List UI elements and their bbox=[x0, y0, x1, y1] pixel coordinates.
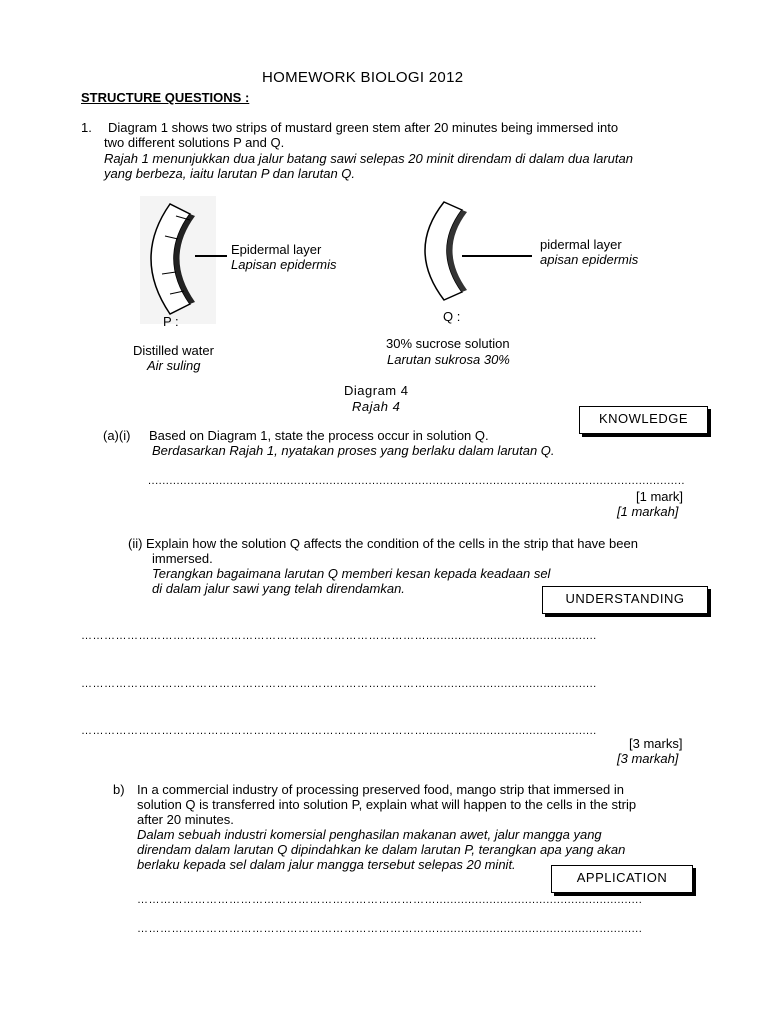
strip-q-layer-label: pidermal layer bbox=[540, 237, 622, 252]
strip-q-figure bbox=[418, 198, 478, 308]
diagram-caption-malay: Rajah 4 bbox=[352, 399, 401, 414]
question-b-text-line3: after 20 minutes. bbox=[137, 812, 234, 827]
question-a-i-number: (a)(i) bbox=[103, 428, 131, 443]
question-b-number: b) bbox=[113, 782, 125, 797]
skill-badge-application: APPLICATION bbox=[551, 865, 693, 893]
strip-q-solution: 30% sucrose solution bbox=[386, 336, 510, 351]
strip-q-layer-label-malay: apisan epidermis bbox=[540, 252, 639, 267]
question-a-ii-text-line1: (ii) Explain how the solution Q affects the condition of the cells in the strip that have been bbox=[128, 536, 638, 551]
answer-line-a-i[interactable]: ....................................................................................................................................................... bbox=[148, 475, 685, 487]
answer-line-a-ii-3[interactable]: ………………………………………………………………………………................................................ bbox=[81, 725, 597, 737]
strip-p-pointer-line bbox=[195, 255, 227, 257]
answer-line-b-2[interactable]: …………………………………………………………………….......................................................... bbox=[137, 923, 643, 935]
strip-p-label: P : bbox=[163, 314, 179, 329]
marks-a-i-malay: [1 markah] bbox=[617, 504, 679, 519]
section-heading: STRUCTURE QUESTIONS : bbox=[81, 90, 250, 105]
question-1-text-line1: Diagram 1 shows two strips of mustard green stem after 20 minutes being immersed into bbox=[108, 120, 619, 135]
answer-line-a-ii-1[interactable]: ………………………………………………………………………………................................................ bbox=[81, 630, 597, 642]
skill-badge-understanding: UNDERSTANDING bbox=[542, 586, 708, 614]
strip-p-layer-label-malay: Lapisan epidermis bbox=[231, 257, 337, 272]
strip-p-solution: Distilled water bbox=[133, 343, 214, 358]
question-1-text-line2: two different solutions P and Q. bbox=[104, 135, 285, 150]
question-1-malay-line1: Rajah 1 menunjukkan dua jalur batang sawi selepas 20 minit direndam di dalam dua larutan bbox=[104, 151, 633, 166]
marks-a-ii: [3 marks] bbox=[629, 736, 683, 751]
strip-p-layer-label: Epidermal layer bbox=[231, 242, 322, 257]
answer-line-b-1[interactable]: …………………………………………………………………….......................................................... bbox=[137, 894, 643, 906]
question-1-number: 1. bbox=[81, 120, 92, 135]
strip-p-solution-malay: Air suling bbox=[147, 358, 201, 373]
marks-a-ii-malay: [3 markah] bbox=[617, 751, 679, 766]
question-1-malay-line2: yang berbeza, iaitu larutan P dan larutan Q. bbox=[104, 166, 356, 181]
page-title: HOMEWORK BIOLOGI 2012 bbox=[262, 69, 464, 86]
question-a-ii-malay-line1: Terangkan bagaimana larutan Q memberi kesan kepada keadaan sel bbox=[152, 566, 551, 581]
question-b-malay-line1: Dalam sebuah industri komersial penghasilan makanan awet, jalur mangga yang bbox=[137, 827, 602, 842]
question-a-ii-text-line2: immersed. bbox=[152, 551, 213, 566]
question-b-malay-line3: berlaku kepada sel dalam jalur mangga tersebut selepas 20 minit. bbox=[137, 857, 516, 872]
question-b-malay-line2: direndam dalam larutan Q dipindahkan ke dalam larutan P, terangkan apa yang akan bbox=[137, 842, 626, 857]
question-b-text-line1: In a commercial industry of processing preserved food, mango strip that immersed in bbox=[137, 782, 624, 797]
diagram-caption: Diagram 4 bbox=[344, 383, 409, 398]
strip-q-pointer-line bbox=[462, 255, 532, 257]
question-a-i-malay: Berdasarkan Rajah 1, nyatakan proses yang berlaku dalam larutan Q. bbox=[152, 443, 555, 458]
answer-line-a-ii-2[interactable]: ………………………………………………………………………………................................................ bbox=[81, 678, 597, 690]
strip-p-figure bbox=[140, 196, 220, 326]
strip-q-solution-malay: Larutan sukrosa 30% bbox=[387, 352, 510, 367]
skill-badge-knowledge: KNOWLEDGE bbox=[579, 406, 708, 434]
marks-a-i: [1 mark] bbox=[636, 489, 683, 504]
question-a-ii-malay-line2: di dalam jalur sawi yang telah direndamkan. bbox=[152, 581, 405, 596]
strip-q-label: Q : bbox=[443, 309, 461, 324]
question-b-text-line2: solution Q is transferred into solution P, explain what will happen to the cells in the strip bbox=[137, 797, 637, 812]
question-a-i-text: Based on Diagram 1, state the process occur in solution Q. bbox=[149, 428, 489, 443]
